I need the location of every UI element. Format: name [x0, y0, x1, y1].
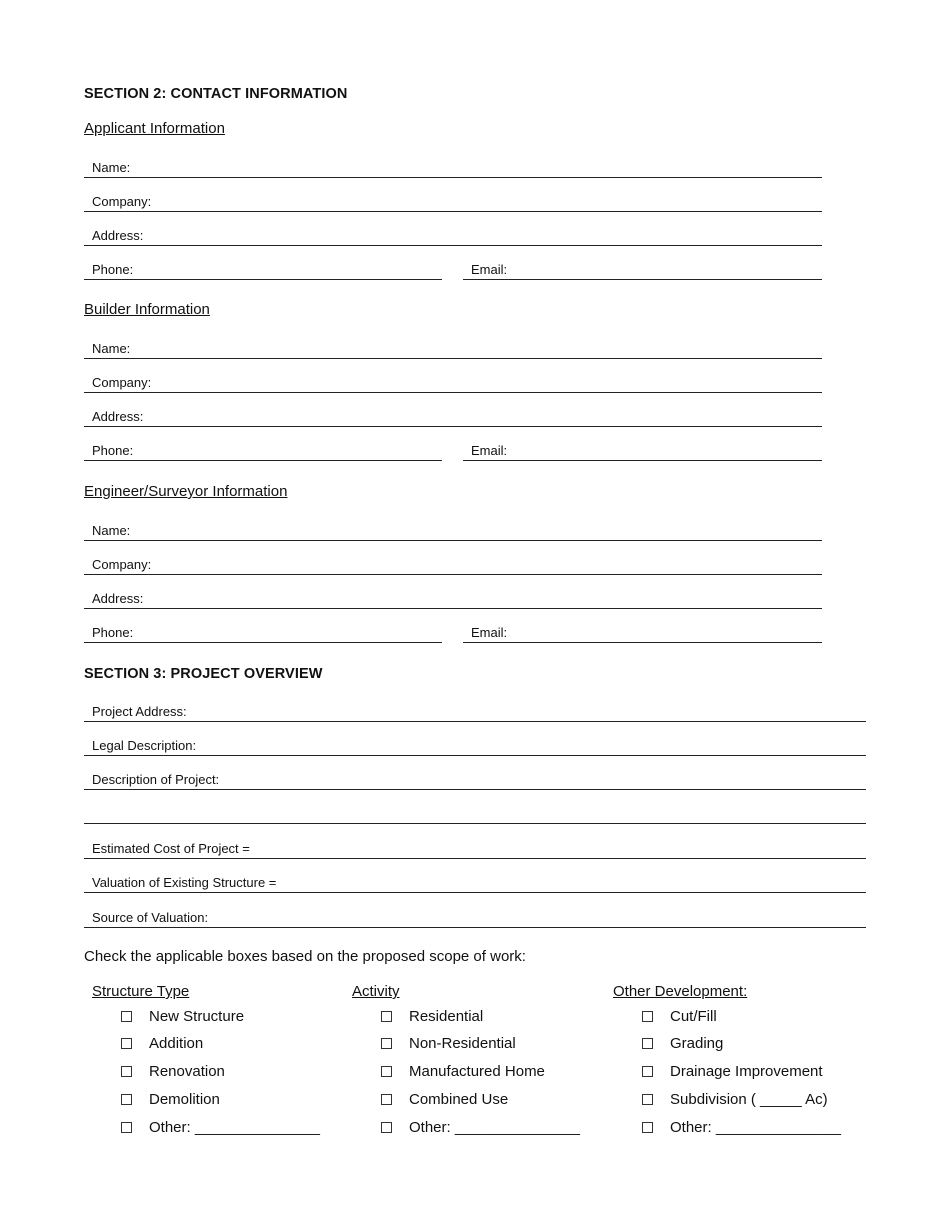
option-label: Combined Use [409, 1091, 509, 1108]
engineer-company-field[interactable] [84, 554, 822, 575]
builder-company-input[interactable] [158, 373, 822, 391]
builder-email-label: Email: [471, 443, 508, 458]
engineer-company-label: Company: [92, 557, 152, 572]
engineer-phone-label: Phone: [92, 625, 134, 640]
checkbox[interactable] [121, 1094, 132, 1105]
applicant-email-field[interactable] [463, 259, 822, 280]
legal-description-label: Legal Description: [92, 738, 197, 753]
option-label: Demolition [149, 1091, 220, 1108]
applicant-company-input[interactable] [158, 192, 822, 210]
description-of-project-field[interactable] [84, 769, 866, 790]
checkbox[interactable] [121, 1122, 132, 1133]
builder-phone-field[interactable] [84, 440, 442, 461]
source-of-valuation-input[interactable] [222, 908, 866, 926]
applicant-name-label: Name: [92, 160, 131, 175]
activity-option-manufactured-home[interactable] [381, 1061, 545, 1083]
builder-email-field[interactable] [463, 440, 822, 461]
builder-address-field[interactable] [84, 406, 822, 427]
other-development-heading: Other Development: [613, 983, 748, 1000]
builder-company-label: Company: [92, 375, 152, 390]
development-option-cut-fill[interactable] [642, 1006, 717, 1028]
checkbox[interactable] [642, 1011, 653, 1022]
checkbox[interactable] [381, 1066, 392, 1077]
legal-description-input[interactable] [207, 736, 866, 754]
checkbox[interactable] [642, 1038, 653, 1049]
structure-option-renovation[interactable] [121, 1061, 225, 1083]
structure-type-heading: Structure Type [92, 983, 190, 1000]
option-label: Residential [409, 1008, 484, 1025]
applicant-phone-field[interactable] [84, 259, 442, 280]
applicant-address-field[interactable] [84, 225, 822, 246]
development-option-grading[interactable] [642, 1033, 723, 1055]
engineer-address-field[interactable] [84, 588, 822, 609]
valuation-input[interactable] [302, 873, 866, 891]
applicant-company-label: Company: [92, 194, 152, 209]
builder-phone-input[interactable] [148, 441, 442, 459]
legal-description-field[interactable] [84, 735, 866, 756]
builder-heading: Builder Information [84, 301, 210, 318]
applicant-phone-label: Phone: [92, 262, 134, 277]
engineer-email-field[interactable] [463, 622, 822, 643]
builder-address-label: Address: [92, 409, 144, 424]
development-option-drainage[interactable] [642, 1061, 823, 1083]
engineer-email-label: Email: [471, 625, 508, 640]
section-2-title: SECTION 2: CONTACT INFORMATION [84, 86, 348, 102]
checkbox[interactable] [121, 1066, 132, 1077]
source-of-valuation-field[interactable] [84, 907, 866, 928]
checkbox[interactable] [642, 1094, 653, 1105]
applicant-name-input[interactable] [148, 158, 822, 176]
project-address-input[interactable] [202, 702, 866, 720]
checkbox[interactable] [381, 1011, 392, 1022]
engineer-name-input[interactable] [148, 521, 822, 539]
structure-option-new-structure[interactable] [121, 1006, 244, 1028]
builder-name-label: Name: [92, 341, 131, 356]
activity-heading: Activity [352, 983, 400, 1000]
estimated-cost-label: Estimated Cost of Project = [92, 841, 250, 856]
option-label: Non-Residential [409, 1035, 516, 1052]
option-label: Addition [149, 1035, 204, 1052]
applicant-phone-input[interactable] [148, 260, 442, 278]
engineer-name-label: Name: [92, 523, 131, 538]
project-address-field[interactable] [84, 701, 866, 722]
estimated-cost-field[interactable] [84, 838, 866, 859]
engineer-heading: Engineer/Surveyor Information [84, 483, 288, 500]
checkbox[interactable] [121, 1038, 132, 1049]
engineer-address-input[interactable] [158, 589, 822, 607]
engineer-phone-field[interactable] [84, 622, 442, 643]
builder-name-input[interactable] [148, 339, 822, 357]
option-label: Cut/Fill [670, 1008, 717, 1025]
activity-option-non-residential[interactable] [381, 1033, 516, 1055]
option-label: Drainage Improvement [670, 1063, 823, 1080]
engineer-phone-input[interactable] [148, 623, 442, 641]
valuation-label: Valuation of Existing Structure = [92, 875, 277, 890]
option-label: Grading [670, 1035, 724, 1052]
checkbox[interactable] [381, 1038, 392, 1049]
estimated-cost-input[interactable] [272, 839, 866, 857]
checkbox[interactable] [642, 1122, 653, 1133]
applicant-email-input[interactable] [523, 260, 822, 278]
structure-option-other[interactable] [121, 1117, 320, 1139]
applicant-address-label: Address: [92, 228, 144, 243]
option-label: New Structure [149, 1008, 245, 1025]
applicant-address-input[interactable] [158, 226, 822, 244]
development-option-other[interactable] [642, 1117, 841, 1139]
activity-option-residential[interactable] [381, 1006, 483, 1028]
valuation-field[interactable] [84, 872, 866, 893]
builder-company-field[interactable] [84, 372, 822, 393]
description-of-project-label: Description of Project: [92, 772, 220, 787]
engineer-address-label: Address: [92, 591, 144, 606]
option-label: Subdivision ( _____ Ac) [670, 1091, 828, 1108]
description-of-project-input[interactable] [237, 770, 866, 788]
builder-email-input[interactable] [523, 441, 822, 459]
applicant-heading: Applicant Information [84, 120, 225, 137]
project-address-label: Project Address: [92, 704, 187, 719]
structure-option-demolition[interactable] [121, 1089, 220, 1111]
option-label: Other: _______________ [149, 1119, 320, 1136]
engineer-company-input[interactable] [158, 555, 822, 573]
option-label: Renovation [149, 1063, 225, 1080]
activity-option-other[interactable] [381, 1117, 580, 1139]
description-of-project-line-2[interactable] [84, 803, 866, 824]
applicant-email-label: Email: [471, 262, 508, 277]
applicant-name-field[interactable] [84, 157, 822, 178]
development-option-subdivision[interactable] [642, 1089, 828, 1111]
builder-phone-label: Phone: [92, 443, 134, 458]
checkbox-intro: Check the applicable boxes based on the proposed scope of work: [84, 948, 526, 965]
section-3-title: SECTION 3: PROJECT OVERVIEW [84, 666, 323, 682]
checkbox[interactable] [381, 1122, 392, 1133]
option-label: Other: _______________ [409, 1119, 580, 1136]
option-label: Manufactured Home [409, 1063, 545, 1080]
applicant-company-field[interactable] [84, 191, 822, 212]
builder-name-field[interactable] [84, 338, 822, 359]
builder-address-input[interactable] [158, 407, 822, 425]
source-of-valuation-label: Source of Valuation: [92, 910, 209, 925]
option-label: Other: _______________ [670, 1119, 841, 1136]
structure-option-addition[interactable] [121, 1033, 203, 1055]
description-of-project-input-2[interactable] [92, 804, 866, 822]
engineer-email-input[interactable] [523, 623, 822, 641]
checkbox[interactable] [381, 1094, 392, 1105]
activity-option-combined-use[interactable] [381, 1089, 508, 1111]
checkbox[interactable] [121, 1011, 132, 1022]
engineer-name-field[interactable] [84, 520, 822, 541]
checkbox[interactable] [642, 1066, 653, 1077]
